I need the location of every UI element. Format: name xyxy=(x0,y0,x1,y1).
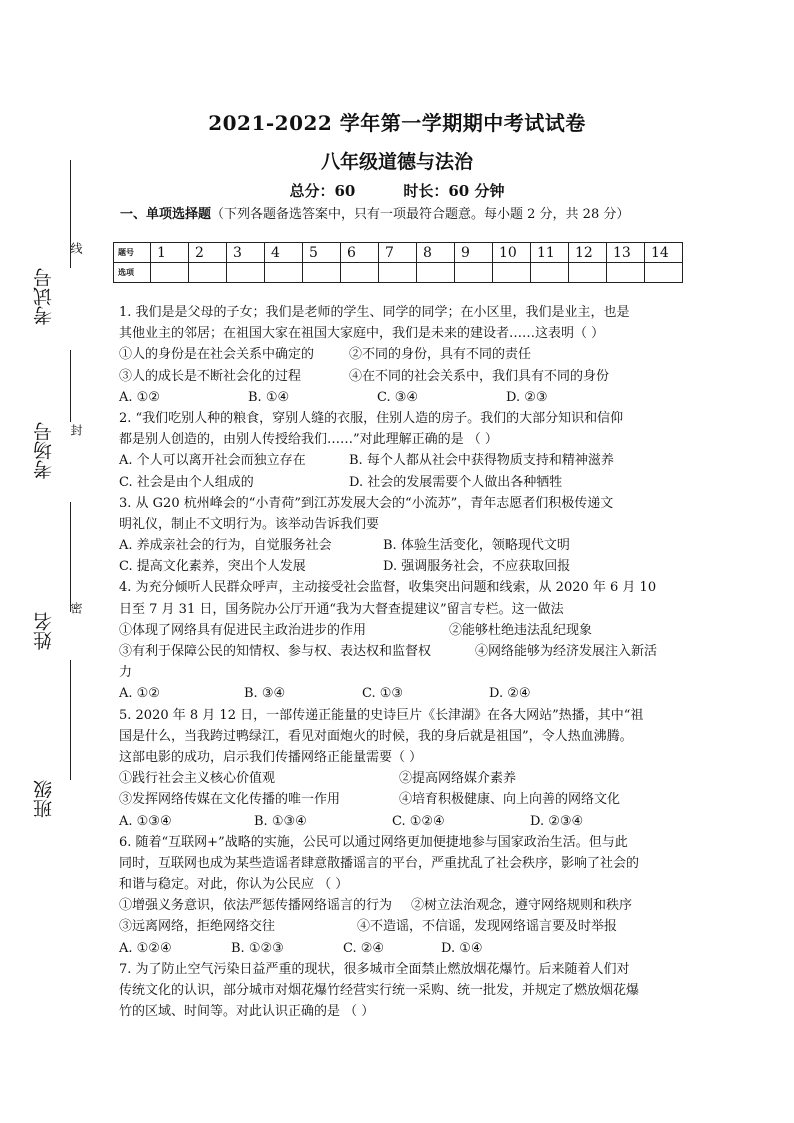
question-number-row xyxy=(114,243,683,263)
answer-cell[interactable] xyxy=(189,263,227,283)
option: C. ③④ xyxy=(377,389,419,405)
seal-line-char: 线 xyxy=(69,242,83,254)
question-text: 4. 为充分倾听人民群众呼声，主动接受社会监督，收集突出问题和线索，从 2020 年 6 月 10 xyxy=(119,580,657,596)
answer-cell[interactable] xyxy=(341,263,379,283)
exam-title: 2021-2022 学年第一学期期中考试试卷 xyxy=(208,111,586,135)
answer-cell[interactable] xyxy=(227,263,265,283)
option-row xyxy=(119,811,679,832)
option-row xyxy=(119,938,679,959)
statement: ①人的身份是在社会关系中确定的 xyxy=(119,347,315,363)
option: B. 每个人都从社会中获得物质支持和精神滋养 xyxy=(349,453,614,469)
statement: ③人的成长是不断社会化的过程 xyxy=(119,368,302,384)
question-text: 明礼仪，制止不文明行为。该举动告诉我们要 xyxy=(119,516,380,532)
option: B. ①③④ xyxy=(254,813,307,829)
statement-row xyxy=(119,768,679,789)
question-number: 10 xyxy=(493,243,531,263)
statement: ①增强义务意识，依法严惩传播网络谣言的行为 xyxy=(119,898,393,914)
question-text: 其他业主的邻居；在祖国大家在祖国大家庭中，我们是未来的建设者……这表明（ ） xyxy=(119,326,605,342)
divider xyxy=(70,660,71,780)
question-text: 6. 随着“互联网+”战略的实施，公民可以通过网络更加便捷地参与国家政治生活。但与此 xyxy=(119,834,628,850)
option-row xyxy=(119,450,679,471)
question-1 xyxy=(119,302,679,408)
question-text: 都是别人创造的，由别人传授给我们……”对此理解正确的是 （ ） xyxy=(119,432,498,448)
option: B. ①②③ xyxy=(231,940,284,956)
binding-margin xyxy=(22,150,92,870)
question-text: 国是什么，当我跨过鸭绿江，看见对面炮火的时候，我的身后就是祖国”，令人热血沸腾。 xyxy=(119,728,633,744)
answer-cell[interactable] xyxy=(607,263,645,283)
section-label: 一、单项选择题 xyxy=(120,207,212,222)
question-7 xyxy=(119,959,679,1023)
option: A. ①③④ xyxy=(119,813,172,829)
questions xyxy=(119,302,679,1022)
question-number: 11 xyxy=(531,243,569,263)
statement-row xyxy=(119,620,679,641)
answer-cell[interactable] xyxy=(417,263,455,283)
statement-row xyxy=(119,641,679,662)
statement-continuation: 力 xyxy=(119,665,133,681)
statement: ④培育积极健康、向上向善的网络文化 xyxy=(399,792,621,808)
statement: ②不同的身份，具有不同的责任 xyxy=(349,347,532,363)
option: C. ①②④ xyxy=(392,813,445,829)
option: D. 社会的发展需要个人做出各种牺牲 xyxy=(349,474,563,490)
question-text: 竹的区域、时间等。对此认识正确的是 （ ） xyxy=(119,1004,375,1020)
option: A. 养成亲社会的行为，自觉服务社会 xyxy=(119,538,332,554)
statement-row xyxy=(119,366,679,387)
option: C. ①③ xyxy=(362,686,404,702)
answer-cell[interactable] xyxy=(531,263,569,283)
question-3 xyxy=(119,493,679,578)
question-number: 12 xyxy=(569,243,607,263)
option: D. ②③④ xyxy=(530,813,584,829)
duration: 时长：60 分钟 xyxy=(403,182,505,200)
answer-cell[interactable] xyxy=(151,263,189,283)
question-text: 7. 为了防止空气污染日益严重的现状，很多城市全面禁止燃放烟花爆竹。后来随着人们对 xyxy=(119,961,630,977)
question-number: 14 xyxy=(645,243,683,263)
question-number: 3 xyxy=(227,243,265,263)
section-instructions xyxy=(120,203,629,222)
divider xyxy=(70,350,71,422)
question-text: 这部电影的成功，启示我们传播网络正能量需要（ ） xyxy=(119,749,423,765)
option: B. 体验生活变化，领略现代文明 xyxy=(383,538,570,554)
question-number: 2 xyxy=(189,243,227,263)
question-4 xyxy=(119,577,679,704)
option: D. 强调服务社会，不应获取回报 xyxy=(383,559,571,575)
option-row xyxy=(119,472,679,493)
question-number: 1 xyxy=(151,243,189,263)
question-number: 9 xyxy=(455,243,493,263)
statement: ②树立法治观念，遵守网络规则和秩序 xyxy=(411,898,633,914)
statement-row xyxy=(119,916,679,937)
question-number: 4 xyxy=(265,243,303,263)
statement: ④在不同的社会关系中，我们具有不同的身份 xyxy=(349,368,610,384)
answer-cell[interactable] xyxy=(303,263,341,283)
question-text: 传统文化的认识，部分城市对烟花爆竹经营实行统一采购、统一批发，并规定了燃放烟花爆 xyxy=(119,983,640,998)
exam-subject: 八年级道德与法治 xyxy=(320,151,473,173)
option: C. 提高文化素养，突出个人发展 xyxy=(119,559,306,575)
option-row xyxy=(119,683,679,704)
question-text: 2. “我们吃别人种的粮食，穿别人缝的衣服，住别人造的房子。我们的大部分知识和信仰 xyxy=(119,410,624,426)
class-label: 班级 xyxy=(33,780,55,818)
option: A. ①② xyxy=(119,686,160,702)
statement-row xyxy=(119,789,679,810)
option: D. ①④ xyxy=(441,940,483,956)
name-label: 姓名 xyxy=(33,612,55,650)
answer-cell[interactable] xyxy=(379,263,417,283)
option: D. ②③ xyxy=(506,389,548,405)
exam-number-label: 考试号 xyxy=(33,268,55,325)
statement: ①践行社会主义核心价值观 xyxy=(119,771,276,787)
exam-room-label: 考场号 xyxy=(33,422,55,479)
question-text: 和谐与稳定。对此，你认为公民应 （ ） xyxy=(119,877,349,893)
answer-cell[interactable] xyxy=(455,263,493,283)
statement-row xyxy=(119,344,679,365)
statement: ①体现了网络具有促进民主政治进步的作用 xyxy=(119,622,367,638)
option: C. 社会是由个人组成的 xyxy=(119,474,254,490)
seal-secret-char: 密 xyxy=(69,602,83,614)
question-number: 7 xyxy=(379,243,417,263)
question-text: 5. 2020 年 8 月 12 日，一部传递正能量的史诗巨片《长津湖》在各大网站”热播，其中“祖 xyxy=(119,707,644,723)
option: D. ②④ xyxy=(489,686,531,702)
statement: ②提高网络媒介素养 xyxy=(399,771,517,787)
option: A. ①② xyxy=(119,389,160,405)
question-text: 3. 从 G20 杭州峰会的“小青荷”到江苏发展大会的“小流苏”，青年志愿者们积极传递文 xyxy=(119,495,614,511)
divider xyxy=(70,502,71,612)
statement: ③发挥网络传媒在文化传播的唯一作用 xyxy=(119,792,341,808)
question-text: 日至 7 月 31 日，国务院办公厅开通“我为大督查提建议”留言专栏。这一做法 xyxy=(119,601,564,617)
option-row xyxy=(119,535,679,556)
answer-table xyxy=(113,242,683,283)
answer-cell[interactable] xyxy=(493,263,531,283)
question-2 xyxy=(119,408,679,493)
answer-cell[interactable] xyxy=(265,263,303,283)
option-row xyxy=(119,387,679,408)
seal-seal-char: 封 xyxy=(69,424,83,436)
option: C. ②④ xyxy=(343,940,385,956)
question-6 xyxy=(119,832,679,959)
statement: ④网络能够为经济发展注入新活 xyxy=(475,644,658,659)
answer-cell[interactable] xyxy=(645,263,683,283)
option: B. ③④ xyxy=(244,686,286,702)
question-5 xyxy=(119,705,679,832)
option: B. ①④ xyxy=(248,389,290,405)
question-text: 1. 我们是是父母的子女；我们是老师的学生、同学的同学；在小区里，我们是业主，也是 xyxy=(119,305,630,320)
option-row xyxy=(119,556,679,577)
question-number: 8 xyxy=(417,243,455,263)
question-number: 5 xyxy=(303,243,341,263)
answer-row xyxy=(114,263,683,283)
statement-row xyxy=(119,895,679,916)
statement: ③有利于保障公民的知情权、参与权、表达权和监督权 xyxy=(119,644,432,659)
question-number: 13 xyxy=(607,243,645,263)
section-note: （下列各题备选答案中，只有一项最符合题意。每小题 2 分，共 28 分） xyxy=(211,207,630,222)
total-score: 总分：60 xyxy=(289,182,356,200)
statement: ③远离网络，拒绝网络交往 xyxy=(119,919,276,935)
question-number: 6 xyxy=(341,243,379,263)
exam-meta xyxy=(0,180,794,201)
answer-cell[interactable] xyxy=(569,263,607,283)
statement: ②能够杜绝违法乱纪现象 xyxy=(449,622,593,638)
statement: ④不造谣，不信谣，发现网络谣言要及时举报 xyxy=(357,919,618,935)
question-text: 同时，互联网也成为某些造谣者肆意散播谣言的平台，严重扰乱了社会秩序，影响了社会的 xyxy=(119,855,640,871)
option: A. 个人可以离开社会而独立存在 xyxy=(119,453,306,469)
row-label: 题号 xyxy=(114,243,151,263)
row-label: 选项 xyxy=(114,263,151,283)
option: A. ①②④ xyxy=(119,940,172,956)
